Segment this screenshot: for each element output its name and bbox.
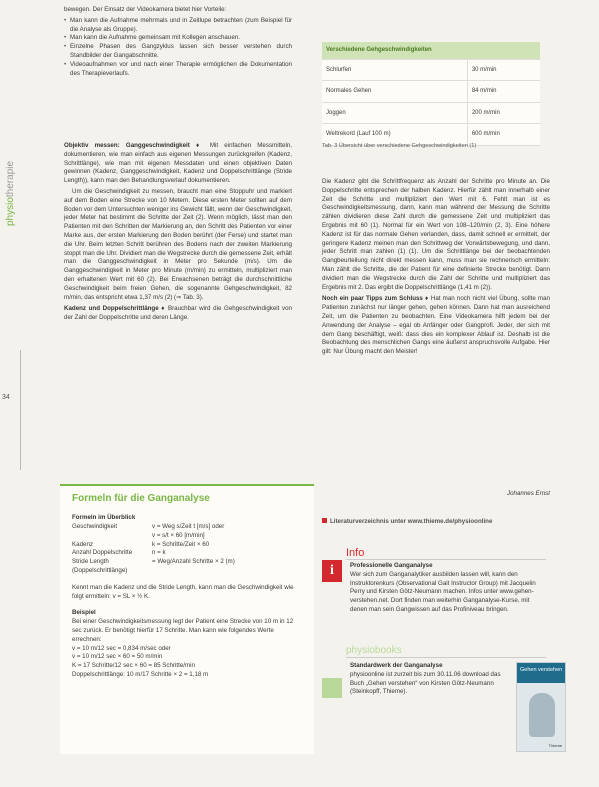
page-number: 34 bbox=[2, 394, 10, 401]
formula-row bbox=[72, 558, 302, 576]
paragraph: Um die Geschwindigkeit zu messen, braucht man eine Stoppuhr und markiert auf dem Boden eine Strecke von 10 Metern. Diese ersten Meter sollten auf dem Boden vor dem Untersuchten weniger ins Gewicht fällt, wenn der Geschwindigkeit, jeder Meter hat bestimmt die Schritte der Zeit (2). Wenn möglich, lässt man den Patienten mit den Schritten der Markierung an, den Schritt des Patienten vor einer Marke aus, der ersten Markierung den Boden berührt (der Ferse) und startet man die Uhr. Beim letzten Schritt berühren des Bodens nach der zweiten Markierung stoppt man die Uhr. Dividiert man die Wegstrecke durch die gemessene Zeit, erhält man die Ganggeschwindigkeit in Meter pro Sekunde (m/s). Um die Ganggeschwindigkeit in Meter pro Minute (m/min) zu ermitteln, multipliziert man den erhaltenen Wert mit 60 (2). Bei Erwachsenen beträgt die durchschnittliche Geschwindigkeit beim freien Gehen, die sogenannte Gehgeschwindigkeit, 82 m/min, das entspricht etwa 1,37 m/s (2) (⇒ Tab. 3). bbox=[64, 187, 292, 301]
formula-value: n = k bbox=[152, 549, 166, 557]
list-item: • Videoaufnahmen vor und nach einer Therapie ermöglichen die Dokumentation des Therapieverlaufs. bbox=[64, 61, 292, 79]
left-intro bbox=[64, 6, 292, 78]
book-cover-image bbox=[516, 662, 566, 752]
paragraph-text: Hat man noch nicht viel Übung, sollte man Patienten zunächst nur länger gehen, gehen können. Dann hat man ausreichend Zeit, um die Patienten zu beobachten. Eine Videokamera hilft jedem bei der Anwendung der Analyse – egal ob Anfänger oder Gangprofi. Jeder, der sich mit dem Gang beschäftigt, weiß: dass dies ein komplexer Ablauf ist. Deshalb ist die Beobachtung des menschlichen Gangs eine äußerst anspruchsvolle Aufgabe. Hier gilt: Nur Übung macht den Meister! bbox=[322, 295, 550, 356]
margin-rule bbox=[20, 350, 21, 470]
calc-line: v = 10 m/12 sec = 0,834 m/sec oder bbox=[72, 644, 171, 652]
paragraph bbox=[322, 295, 550, 357]
info-box bbox=[322, 560, 550, 622]
paragraph bbox=[64, 142, 292, 186]
paragraph bbox=[64, 305, 292, 323]
paragraph-head: Noch ein paar Tipps zum Schluss ♦ bbox=[322, 295, 429, 303]
section-title-part2: therapie bbox=[5, 160, 16, 198]
table-row bbox=[322, 59, 540, 81]
intro-text: bewegen. Der Einsatz der Videokamera bietet hier Vorteile: bbox=[64, 6, 227, 13]
physiobooks-text: physioonline ist zurzeit bis zum 30.11.06 download das Buch „Gehen verstehen“ von Kirsten Götz-Neumann (Steinkopff, Thieme). bbox=[350, 670, 501, 696]
formula-box bbox=[60, 484, 314, 754]
formula-box-title: Formeln für die Ganganalyse bbox=[72, 493, 210, 504]
formula-row bbox=[72, 532, 302, 541]
formula-label: Kadenz bbox=[72, 540, 93, 548]
paragraph-text: Brauchbar wird die Gehgeschwindigkeit von der Zahl der Doppelschritte und deren Länge. bbox=[64, 305, 292, 322]
calc-line: Doppelschrittlänge: 10 m/17 Schritte × 2 = 1,18 m bbox=[72, 670, 209, 678]
table-cell: 84 m/min bbox=[467, 81, 540, 103]
paragraph-head: Objektiv messen: Ganggeschwindigkeit ♦ bbox=[64, 142, 204, 149]
table-row bbox=[322, 124, 540, 146]
info-title: Professionelle Ganganalyse bbox=[350, 562, 433, 569]
physiobooks-title: Standardwerk der Ganganalyse bbox=[350, 662, 443, 669]
table-cell: 200 m/min bbox=[467, 102, 540, 124]
formula-row bbox=[72, 541, 302, 550]
book-icon bbox=[322, 678, 342, 698]
paragraph-text: Mit einfachen Messmitteln, dokumentieren, wie man einfach aus eigenen Messungen zurückgreifen (Kadenz, Schrittlänge), wie man mit eigenen Messdaten und einen objektiven Daten gewinnen (Kadenz, Ganggeschwindigkeit, Kadenz und Doppelschrittlänge (Stride Length)), kann man den Behandlungsverlauf dokumentieren. bbox=[64, 142, 292, 185]
list-item: • Einzelne Phasen des Gangzyklus lassen sich besser verstehen durch Standbilder der Gangabschnitte. bbox=[64, 43, 292, 61]
paragraph: Die Kadenz gibt die Schrittfrequenz als Anzahl der Schritte pro Minute an. Die Doppelschritte entsprechen der halben Kadenz. Hierfür zählt man innerhalb einer Zeit die Schritte und multipliziert den Wert mit 6. Fehlt man ist es Geschwindigkeitsmessung, dann, kann man während der Messung die Schritte zählen dividieren diese Zahl durch die gemessene Zeit und multipliziert das Ergebnis mit 60 (1). Normal für ein Wert von 108–120/min (2, 3). Eine höhere Kadenz ist für das normale Gehen verlanden, dass, damit schnell er ermittelt, der geringere Kadenz meinen man den Schrittweg der Vorwärtsbewegung, und dann, jeder Schritt man zahlen (1) (1). Um die Schrittlänge bei der beobachtenden Gangbeurteilung nicht direkt messen kann, muss man sie rechnerisch ermitteln: Man zählt die Schritte, die der Patient für eine definierte Strecke benötigt. Dann dividiert man die Wegstrecke durch die Zahl der Schritte und multipliziert das Ergebnis mit 2. Das ergibt die Doppelschrittlänge (1,41 m (2)). bbox=[322, 178, 550, 291]
formula-value: = Weg/Anzahl Schritte × 2 (m) bbox=[152, 558, 235, 566]
table-caption: Tab. 3 Übersicht über verschiedene Gehgeschwindigkeiten (1) bbox=[322, 143, 477, 149]
formula-note: Kennt man die Kadenz und die Stride Length, kann man die Geschwindigkeit wie folgt ermitteln: v = SL × ½ K. bbox=[72, 583, 294, 600]
table-cell: 600 m/min bbox=[467, 124, 540, 146]
table-cell: Normales Gehen bbox=[322, 81, 467, 103]
literature-text: Literaturverzeichnis unter www.thieme.de/physioonline bbox=[330, 518, 493, 525]
formula-label: Stride Length (Doppelschrittlänge) bbox=[72, 558, 128, 574]
formula-label bbox=[72, 532, 152, 541]
table-row bbox=[322, 81, 540, 103]
formula-value: k = Schritte/Zeit × 60 bbox=[152, 540, 210, 548]
formula-value: v = s/t × 60 [m/min] bbox=[152, 531, 205, 539]
author: Johannes Ernst bbox=[507, 490, 550, 497]
formula-label: Geschwindigkeit bbox=[72, 522, 118, 530]
calc-line: v = 10 m/12 sec × 60 = 50 m/min bbox=[72, 653, 163, 661]
speed-table-header: Verschiedene Gehgeschwindigkeiten bbox=[322, 42, 540, 59]
overview-title: Formeln im Überblick bbox=[72, 514, 136, 522]
info-header-label: Info bbox=[346, 547, 365, 559]
paragraph-head: Kadenz und Doppelschrittlänge ♦ bbox=[64, 305, 166, 313]
bullet-square-icon bbox=[322, 518, 327, 523]
section-title bbox=[2, 118, 16, 228]
physiobooks-header-label: physiobooks bbox=[346, 645, 402, 656]
table-cell: Joggen bbox=[322, 102, 467, 124]
info-header bbox=[346, 546, 546, 560]
info-icon: i bbox=[322, 560, 342, 582]
table-row bbox=[322, 102, 540, 124]
example-text: Bei einer Geschwindigkeitsmessung legt der Patient eine Strecke von 10 m in 12 sec zurück. Er benötigt hierfür 17 Schritte. Man kann wie folgendes Werte errechnen: bbox=[72, 618, 294, 643]
formula-row bbox=[72, 549, 302, 558]
book-cover-publisher: Thieme bbox=[548, 743, 562, 749]
formula-value: v = Weg s/Zeit t [m/s] oder bbox=[152, 522, 225, 530]
right-body bbox=[322, 178, 550, 359]
list-item: • Man kann die Aufnahme mehrmals und in Zeitlupe betrachten (zum Beispiel für die Analyse als Gruppe). bbox=[64, 17, 292, 35]
left-body bbox=[64, 142, 292, 325]
table-cell: Schlurfen bbox=[322, 59, 467, 81]
table-cell: 30 m/min bbox=[467, 59, 540, 81]
table-cell: Weltrekord (Lauf 100 m) bbox=[322, 124, 467, 146]
calc-line: K = 17 Schritte/12 sec × 60 = 85 Schritte/min bbox=[72, 662, 195, 670]
list-item: • Man kann die Aufnahme gemeinsam mit Kollegen anschauen. bbox=[64, 34, 292, 43]
formula-label: Anzahl Doppelschritte bbox=[72, 549, 133, 557]
info-text: Wer sich zum Ganganalytiker ausbilden lassen will, kann den Instruktorenkurs (Observational Gait Instructor Group) mit Jacquelin Perry und Kirsten Götz-Neumann machen. Infos unter www.gehen-verstehen.net. Dort finden man weiterhin Ganganalyse-Kurse, mit denen man sein Gangwissen auf das Profiniveau bringen. bbox=[350, 570, 536, 613]
formula-row bbox=[72, 523, 302, 532]
speed-table bbox=[322, 42, 540, 146]
book-cover-figure bbox=[529, 693, 555, 737]
literature-link[interactable] bbox=[322, 518, 550, 527]
book-cover-title: Gehen verstehen bbox=[520, 667, 563, 673]
section-title-part1: physio bbox=[5, 197, 16, 226]
video-advantages-list bbox=[64, 17, 292, 79]
physiobooks-header bbox=[346, 644, 546, 658]
example-title: Beispiel bbox=[72, 609, 96, 617]
